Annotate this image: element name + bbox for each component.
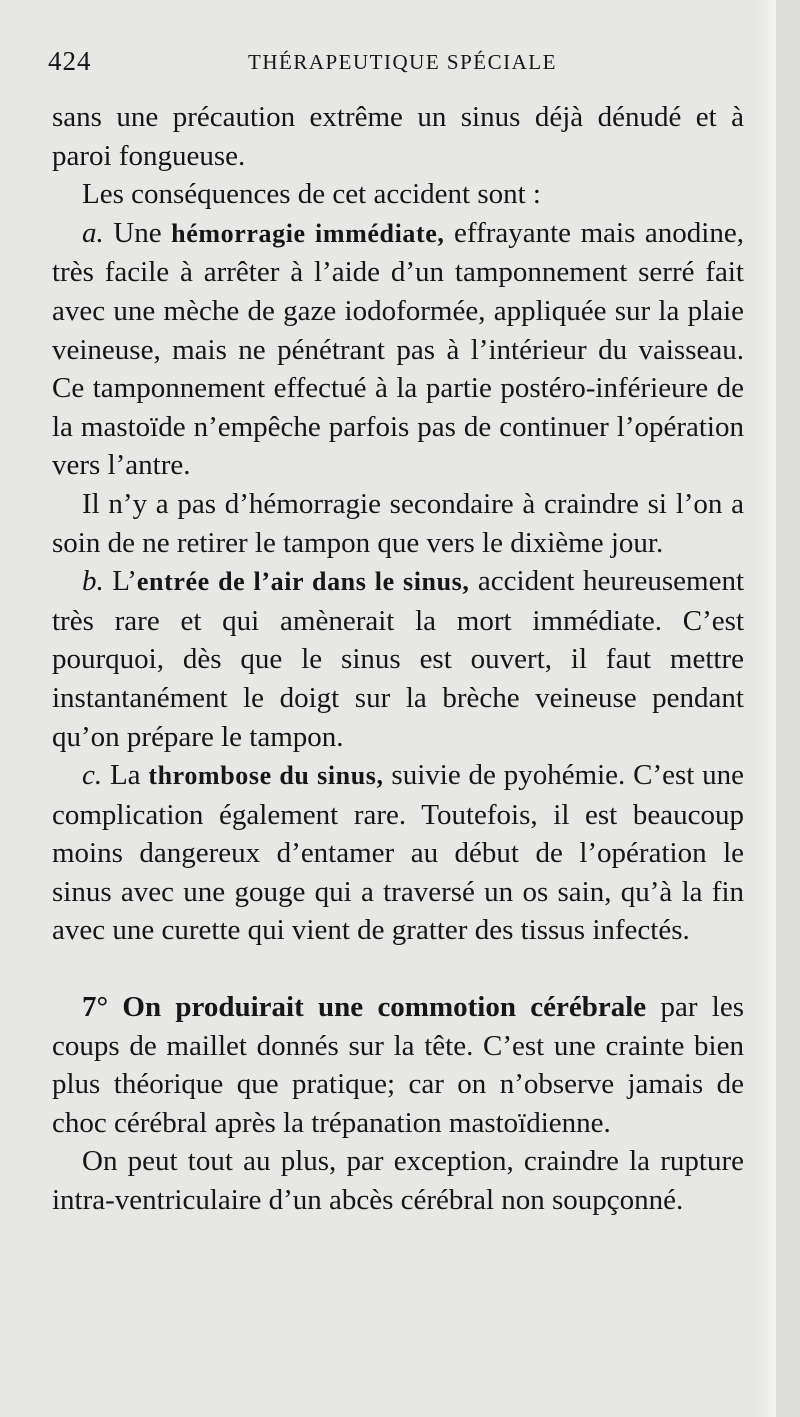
paragraph-2: Les conséquences de cet accident sont : [82,178,541,211]
paragraph-4: Il n’y a pas d’hémorragie secondaire à craindre si l’on a soin de ne retirer le tampon que vers le dixième jour. [52,487,744,559]
paragraph-rest: effrayante mais anodine, très facile à arrêter à l’aide d’un tamponnement serré fait avec une mèche de gaze iodoformée, appliquée sur la plaie veineuse, mais ne pénétrant pas à l’intérieur du vaisseau. Ce tamponnement effectué à la partie postéro-inférieure de la mastoïde n’empêche parfois pas de continuer l’opération vers l’antre. [52,216,744,482]
body-text [52,98,744,1220]
page-number: 424 [48,46,92,76]
paragraph-lead: 7° [82,991,123,1024]
item-marker: c. [82,759,103,792]
running-title: THÉRAPEUTIQUE SPÉCIALE [248,50,557,74]
paragraph-8: On peut tout au plus, par exception, craindre la rupture intra-ventriculaire d’un abcès cérébral non soupçonné. [52,1145,744,1217]
paragraph-7 [52,988,744,1142]
paragraph-lead: L’ [112,565,137,598]
paragraph-rest: suivie de pyohémie. C’est une complication également rare. Toutefois, il est beaucoup moins dangereux d’entamer au début de l’opération le sinus avec une gouge qui a traversé un os sain, qu’à la fin avec une curette qui vient de gratter des tissus infectés. [52,759,744,947]
paragraph-1: sans une précaution extrême un sinus déjà dénudé et à paroi fongueuse. [52,101,744,172]
paragraph-3-item-a [52,214,744,485]
paragraph-6-item-c [52,756,744,950]
paragraph-lead: Une [113,216,172,249]
paragraph-rest: accident heureusement très rare et qui amènerait la mort immédiate. C’est pourquoi, dès que le sinus est ouvert, il faut mettre instantanément le doigt sur la brèche veineuse pendant qu’on prépare le tampon. [52,565,744,753]
paragraph-5-item-b [52,562,744,756]
paragraph-rest: par les coups de maillet donnés sur la tête. C’est une crainte bien plus théorique que pratique; car on n’observe jamais de choc cérébral après la trépanation mastoïdienne. [52,991,744,1139]
bold-term: thrombose du sinus, [148,761,384,791]
paragraph-lead: La [109,759,149,792]
bold-term: hémorragie immédiate, [171,218,445,248]
item-marker: a. [82,216,104,249]
bold-term: entrée de l’air dans le sinus, [136,567,470,597]
page-header [48,46,748,82]
page-edge [752,0,776,1417]
bold-term: On produirait une commotion cérébrale [122,991,647,1024]
item-marker: b. [82,565,104,598]
